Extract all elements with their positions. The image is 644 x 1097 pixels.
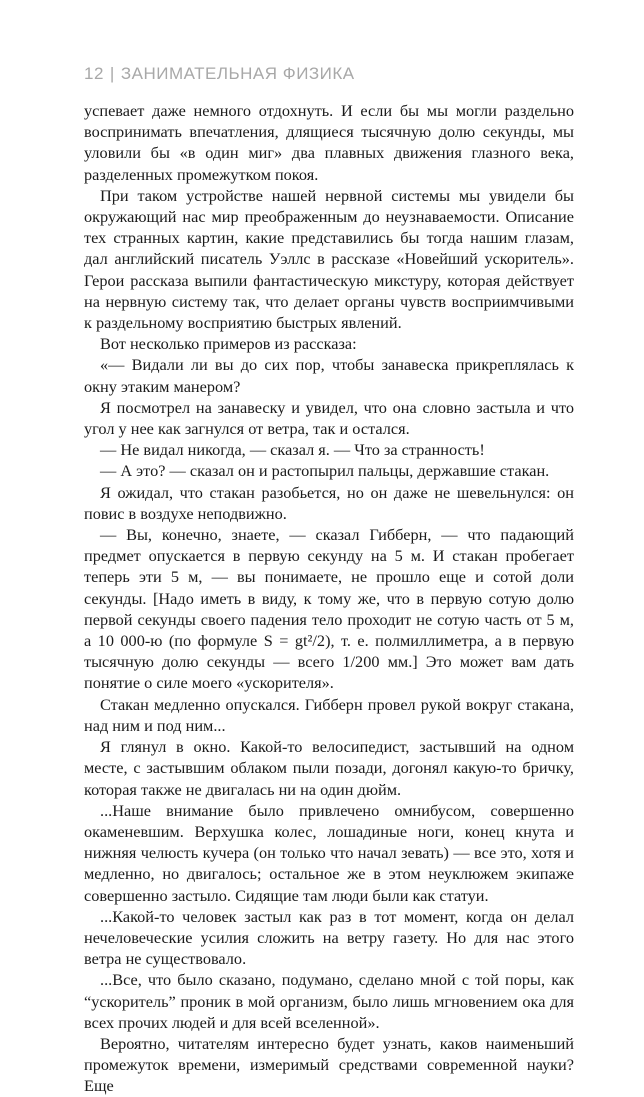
paragraph-4: «— Видали ли вы до сих пор, чтобы занавеска прикреплялась к окну этаким манером? bbox=[84, 355, 574, 396]
paragraph-14: ...Все, что было сказано, подумано, сделано мной с той поры, как “ускоритель” проник в мой организм, было лишь мгновением ока для всех прочих людей и для всей вселенной». bbox=[84, 970, 574, 1032]
header-separator: | bbox=[109, 64, 115, 83]
paragraph-11: Я глянул в окно. Какой-то велосипедист, застывший на одном месте, с застывшим облаком пыли позади, догонял какую-то бричку, которая также не двигалась ни на один дюйм. bbox=[84, 737, 574, 799]
running-head bbox=[84, 64, 355, 84]
paragraph-3: Вот несколько примеров из рассказа: bbox=[100, 334, 357, 354]
paragraph-10: Стакан медленно опускался. Гибберн провел рукой вокруг стакана, над ним и под ним... bbox=[84, 694, 574, 735]
paragraph-1: успевает даже немного отдохнуть. И если бы мы могли раздельно воспринимать впечатления, длящиеся тысячную долю секунды, мы уловили бы «в один миг» два плавных движения глазного века, разделенных промежутком покоя. bbox=[84, 101, 574, 184]
paragraph-8: Я ожидал, что стакан разобьется, но он даже не шевельнулся: он повис в воздухе неподвижно. bbox=[84, 482, 574, 523]
book-title: ЗАНИМАТЕЛЬНАЯ ФИЗИКА bbox=[120, 64, 355, 83]
paragraph-9: — Вы, конечно, знаете, — сказал Гибберн, — что падающий предмет опускается в первую секунду на 5 м. И стакан пробегает теперь эти 5 м, — вы понимаете, не прошло еще и сотой доли секунды. [Надо иметь в виду, к тому же, что в первую сотую долю первой секунды своего падения тело проходит не сотую часть от 5 м, а 10 000-ю (по формуле S = gt²/2), т. е. полмиллиметра, а в первую тысячную долю секунды — всего 1/200 мм.] Это может вам дать понятие о силе моего «ускорителя». bbox=[84, 525, 574, 693]
paragraph-12: ...Наше внимание было привлечено омнибусом, совершенно окаменевшим. Верхушка колес, лошадиные ноги, конец кнута и нижняя челюсть кучера (он только что начал зевать) — все это, хотя и медленно, но двигалось; остальное же в этом неуклюжем экипаже совершенно застыло. Сидящие там люди были как статуи. bbox=[84, 800, 574, 905]
page-number: 12 bbox=[84, 64, 104, 83]
paragraph-7: — А это? — сказал он и растопырил пальцы, державшие стакан. bbox=[100, 461, 550, 481]
paragraph-15: Вероятно, читателям интересно будет узнать, каков наименьший промежуток времени, измеримый средствами современной науки? Еще bbox=[84, 1033, 574, 1096]
body-text bbox=[84, 100, 574, 1097]
paragraph-5: Я посмотрел на занавеску и увидел, что она словно застыла и что угол у нее как загнулся от ветра, так и остался. bbox=[84, 397, 574, 439]
paragraph-2: При таком устройстве нашей нервной системы мы увидели бы окружающий нас мир преображенным до неузнаваемости. Описание тех странных картин, какие представились бы тогда нашим глазам, дал английский писатель Уэллс в рассказе «Новейший ускоритель». Герои рассказа выпили фантастическую микстуру, которая действует на нервную систему так, что делает органы чувств восприимчивыми к раздельному восприятию быстрых явлений. bbox=[84, 185, 574, 333]
paragraph-6: — Не видал никогда, — сказал я. — Что за странность! bbox=[100, 440, 485, 460]
paragraph-13: ...Какой-то человек застыл как раз в тот момент, когда он делал нечеловеческие усилия сложить на ветру газету. Но для нас этого ветра не существовало. bbox=[84, 906, 574, 969]
